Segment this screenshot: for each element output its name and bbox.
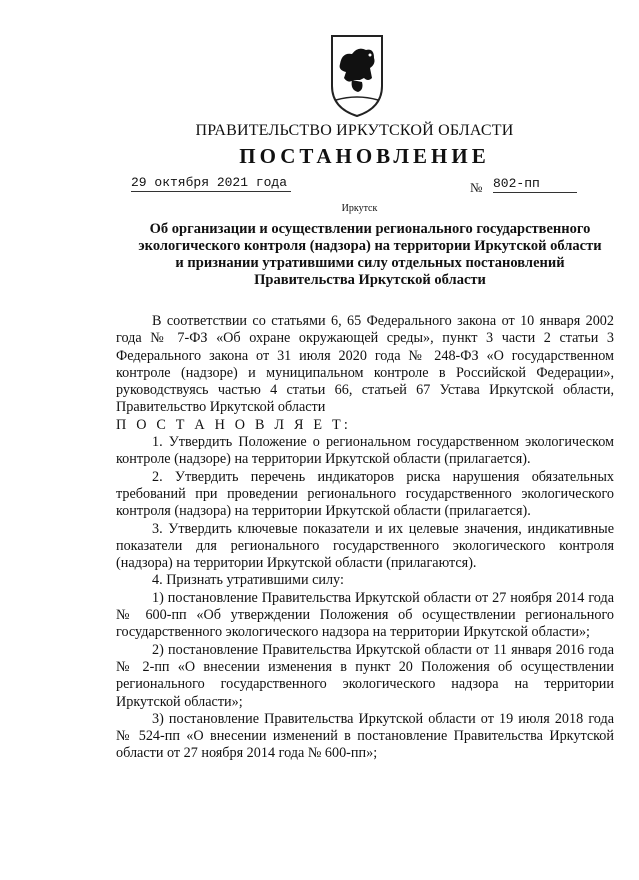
document-number: 802-пп	[493, 176, 577, 193]
document-date: 29 октября 2021 года	[131, 175, 291, 192]
item-paragraph: 4. Признать утратившими силу:	[152, 572, 344, 589]
irkutsk-coat-of-arms-emblem	[330, 34, 384, 118]
preamble-paragraph: В соответствии со статьями 6, 65 Федерального закона от 10 января 2002 года № 7-ФЗ «Об охране окружающей среды», пункт 3 части 2 статьи 3 Федерального закона от 31 июля 2020 года № 248-ФЗ «О государственном контроле (надзоре) и муниципальном контроле в Российской Федерации», руководствуясь частью 4 статьи 66, статьей 67 Устава Иркутской области, Правительство Иркутской области	[116, 313, 614, 416]
document-body	[116, 313, 614, 763]
item-paragraph: 3. Утвердить ключевые показатели и их целевые значения, индикативные показатели для регионального государственного экологического контроля (надзора) на территории Иркутской области (прилагаются).	[116, 520, 614, 572]
title-line: экологического контроля (надзора) на территории Иркутской области	[138, 238, 602, 254]
government-name: ПРАВИТЕЛЬСТВО ИРКУТСКОЙ ОБЛАСТИ	[195, 122, 514, 139]
item-paragraph: 2. Утвердить перечень индикаторов риска нарушения обязательных требований при проведении регионального государственного экологического контроля (надзора) на территории Иркутской области (прилагается).	[116, 468, 614, 520]
resolves-heading: П О С Т А Н О В Л Я Е Т:	[116, 416, 351, 433]
subitem-paragraph: 3) постановление Правительства Иркутской области от 19 июля 2018 года № 524-пп «О внесении изменений в постановление Правительства Иркутской области от 27 ноября 2014 года № 600-пп»;	[116, 710, 614, 762]
number-sign: №	[470, 180, 483, 195]
city-name: Иркутск	[341, 203, 378, 214]
title-line: Правительства Иркутской области	[254, 272, 486, 288]
title-line: и признании утратившими силу отдельных постановлений	[175, 255, 565, 271]
subitem-paragraph: 2) постановление Правительства Иркутской области от 11 января 2016 года № 2-пп «О внесении изменения в пункт 20 Положения об осуществлении регионального государственного экологического надзора на территории Иркутской области»;	[116, 641, 614, 710]
item-paragraph: 1. Утвердить Положение о региональном государственном экологическом контроле (надзоре) на территории Иркутской области (прилагается).	[116, 434, 614, 468]
title-line: Об организации и осуществлении регионального государственного	[149, 221, 591, 237]
subitem-paragraph: 1) постановление Правительства Иркутской области от 27 ноября 2014 года № 600-пп «Об утверждении Положения об осуществлении регионального государственного экологического надзора на территории Иркутской области»;	[116, 589, 614, 641]
document-title	[100, 221, 639, 289]
document-type: ПОСТАНОВЛЕНИЕ	[239, 144, 490, 168]
